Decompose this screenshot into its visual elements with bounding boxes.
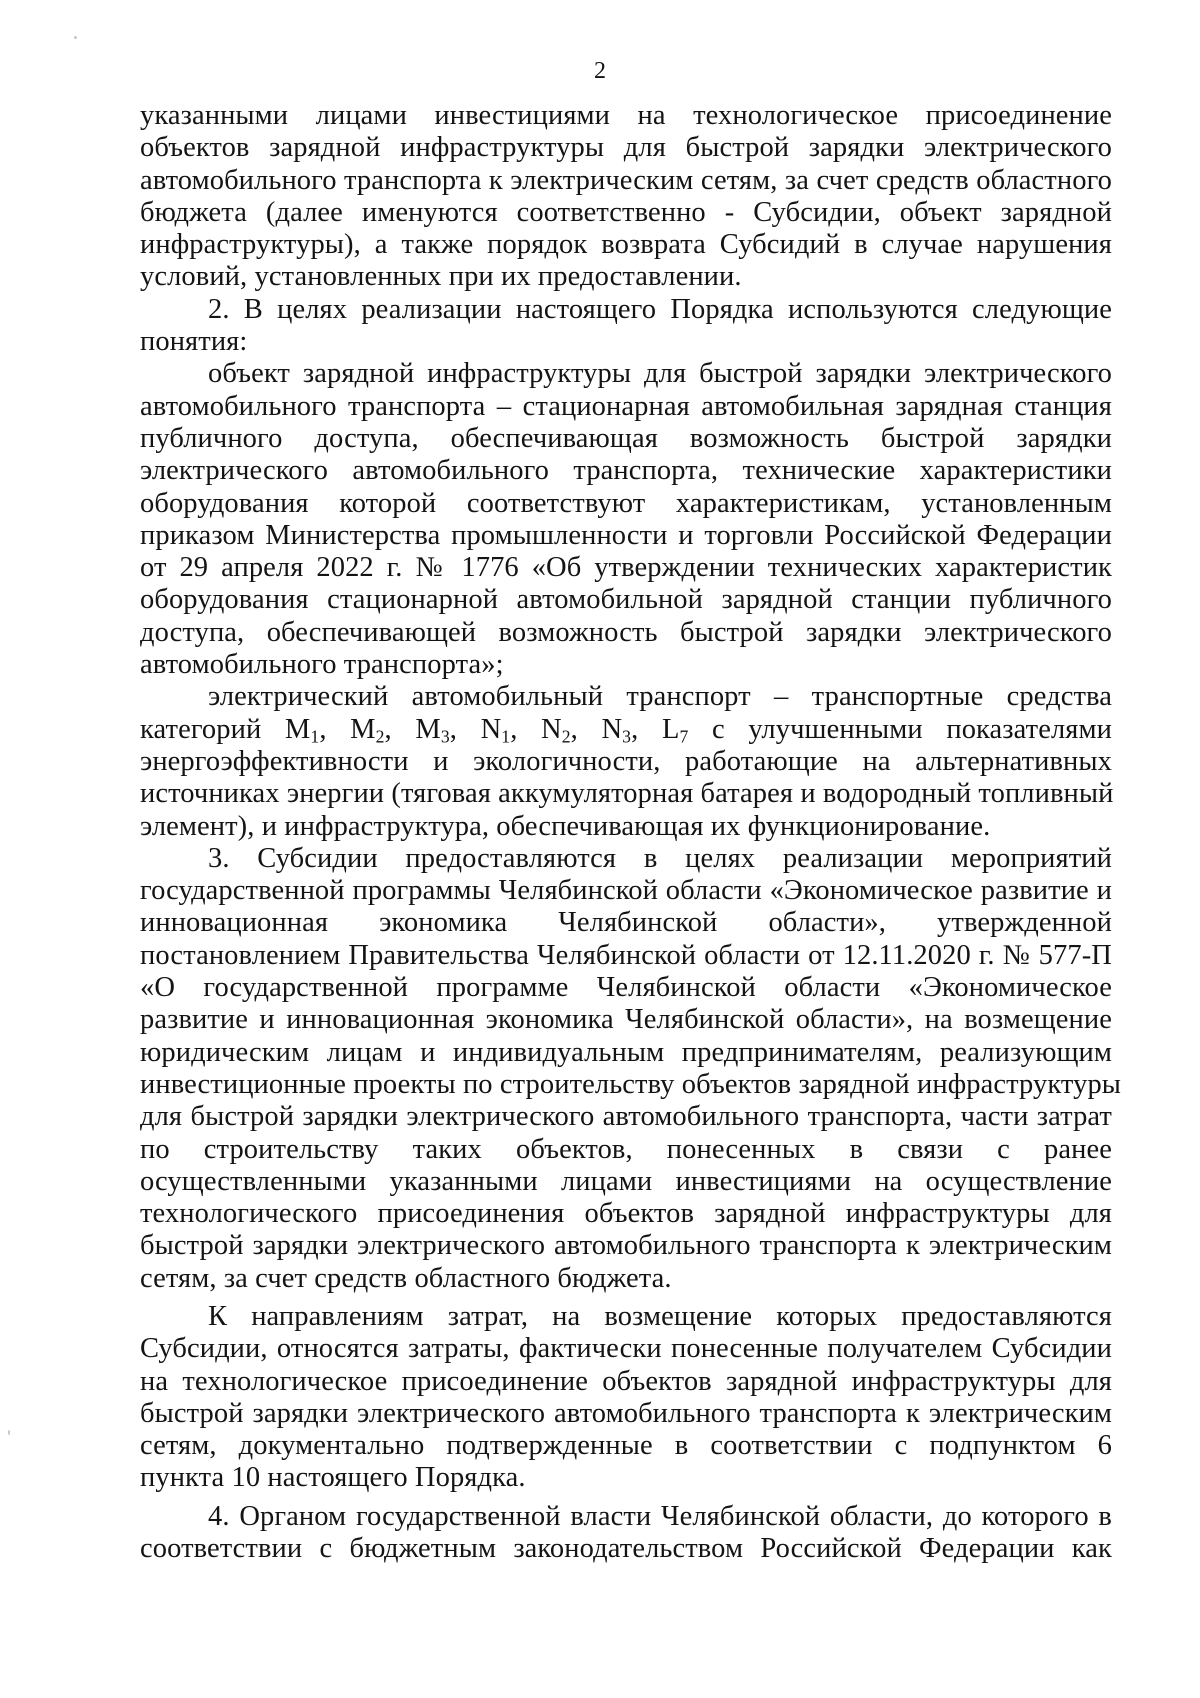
vehicle-category bbox=[350, 714, 392, 745]
text-line: постановлением Правительства Челябинской области от 12.11.2020 г. № 577-П bbox=[140, 939, 1112, 971]
paragraph-7 bbox=[140, 1501, 1112, 1566]
vehicle-category bbox=[415, 714, 457, 745]
text-line: оборудования которой соответствуют характеристикам, установленным bbox=[140, 487, 1112, 519]
text-line: электрического автомобильного транспорта, технические характеристики bbox=[140, 455, 1112, 487]
category-separator: , bbox=[570, 713, 578, 745]
category-separator: , bbox=[319, 713, 327, 745]
text-line: технологического присоединения объектов зарядной инфраструктуры для bbox=[140, 1198, 1112, 1230]
vehicle-category bbox=[601, 714, 638, 745]
text-line: объектов зарядной инфраструктуры для быстрой зарядки электрического bbox=[140, 132, 1112, 164]
paragraph-6 bbox=[140, 1301, 1112, 1495]
text-line: автомобильного транспорта»; bbox=[140, 649, 504, 681]
text-line: для быстрой зарядки электрического автомобильного транспорта, части затрат bbox=[140, 1101, 1112, 1133]
category-subscript: 1 bbox=[310, 726, 320, 747]
paragraph-1 bbox=[140, 100, 1112, 294]
paragraph-2 bbox=[140, 294, 1112, 359]
text-line: инновационная экономика Челябинской области», утвержденной bbox=[140, 907, 1112, 939]
category-subscript: 1 bbox=[501, 726, 511, 747]
scan-speck bbox=[8, 1430, 10, 1435]
text-line: оборудования стационарной автомобильной зарядной станции публичного bbox=[140, 584, 1112, 616]
category-subscript: 2 bbox=[561, 726, 571, 747]
text-line: на технологическое присоединение объектов зарядной инфраструктуры для bbox=[140, 1365, 1112, 1397]
text-line: электрический автомобильный транспорт – транспортные средства bbox=[208, 681, 1112, 713]
category-letter: N bbox=[601, 713, 623, 745]
text-line: источниках энергии (тяговая аккумуляторная батарея и водородный топливный bbox=[140, 778, 1114, 810]
category-separator: , bbox=[631, 713, 639, 745]
text-line: быстрой зарядки электрического автомобильного транспорта к электрическим bbox=[140, 1397, 1112, 1429]
paragraph-3 bbox=[140, 358, 1112, 681]
text-line: юридическим лицам и индивидуальным предпринимателям, реализующим bbox=[140, 1036, 1112, 1068]
vehicle-categories-line bbox=[140, 714, 1112, 746]
text-line: условий, установленных при их предоставлении. bbox=[140, 261, 742, 293]
text-line: развитие и инновационная экономика Челябинской области», на возмещение bbox=[140, 1004, 1112, 1036]
category-letter: L bbox=[661, 713, 680, 745]
text-line: публичного доступа, обеспечивающая возможность быстрой зарядки bbox=[140, 422, 1112, 454]
category-subscript: 7 bbox=[679, 726, 689, 747]
text-line: понятия: bbox=[140, 326, 248, 358]
text-line: инфраструктуры), а также порядок возврата Субсидий в случае нарушения bbox=[140, 229, 1112, 261]
category-letter: N bbox=[541, 713, 562, 745]
text-line: автомобильного транспорта к электрическим сетям, за счет средств областного bbox=[140, 164, 1112, 196]
text-line: быстрой зарядки электрического автомобильного транспорта к электрическим bbox=[140, 1230, 1112, 1262]
text-line: бюджета (далее именуются соответственно - Субсидии, объект зарядной bbox=[140, 196, 1112, 228]
categories-suffix: с улучшенными показателями bbox=[711, 713, 1112, 745]
vehicle-category bbox=[662, 714, 688, 745]
categories-prefix: категорий bbox=[140, 713, 262, 745]
category-subscript: 3 bbox=[622, 726, 632, 747]
category-subscript: 3 bbox=[440, 726, 450, 747]
paragraph-5 bbox=[140, 842, 1122, 1295]
text-line: соответствии с бюджетным законодательством Российской Федерации как bbox=[140, 1533, 1112, 1565]
text-line: объект зарядной инфраструктуры для быстрой зарядки электрического bbox=[208, 358, 1112, 390]
text-line: государственной программы Челябинской области «Экономическое развитие и bbox=[140, 875, 1112, 907]
text-line: сетям, за счет средств областного бюджета. bbox=[140, 1262, 672, 1294]
text-line: доступа, обеспечивающей возможность быстрой зарядки электрического bbox=[140, 616, 1112, 648]
category-separator: , bbox=[384, 713, 392, 745]
category-letter: M bbox=[284, 713, 311, 745]
text-line: 3. Субсидии предоставляются в целях реализации мероприятий bbox=[208, 842, 1112, 874]
category-subscript: 2 bbox=[375, 726, 385, 747]
text-line: от 29 апреля 2022 г. № 1776 «Об утверждении технических характеристик bbox=[140, 552, 1112, 584]
page-number: 2 bbox=[594, 58, 606, 84]
vehicle-category bbox=[541, 714, 578, 745]
category-letter: M bbox=[415, 713, 441, 745]
text-line: энергоэффективности и экологичности, работающие на альтернативных bbox=[140, 745, 1112, 777]
vehicle-category bbox=[481, 714, 518, 745]
text-line: указанными лицами инвестициями на технологическое присоединение bbox=[140, 100, 1112, 131]
vehicle-category bbox=[285, 714, 327, 745]
category-letter: M bbox=[350, 713, 376, 745]
text-line: сетям, документально подтвержденные в соответствии с подпунктом 6 bbox=[140, 1430, 1112, 1462]
text-line: осуществленными указанными лицами инвестициями на осуществление bbox=[140, 1165, 1112, 1197]
text-line: приказом Министерства промышленности и торговли Российской Федерации bbox=[140, 519, 1112, 551]
category-letter: N bbox=[480, 713, 502, 745]
text-line: инвестиционные проекты по строительству объектов зарядной инфраструктуры bbox=[140, 1068, 1122, 1100]
scan-speck bbox=[74, 36, 77, 39]
text-line: «О государственной программе Челябинской области «Экономическое bbox=[140, 972, 1112, 1004]
text-line: 4. Органом государственной власти Челябинской области, до которого в bbox=[208, 1500, 1112, 1532]
text-line: Субсидии, относятся затраты, фактически понесенные получателем Субсидии bbox=[140, 1333, 1112, 1365]
text-line: элемент), и инфраструктура, обеспечивающая их функционирование. bbox=[140, 810, 991, 842]
text-line: 2. В целях реализации настоящего Порядка используются следующие bbox=[208, 293, 1112, 325]
text-line: К направлениям затрат, на возмещение которых предоставляются bbox=[208, 1300, 1112, 1332]
text-line: по строительству таких объектов, понесенных в связи с ранее bbox=[140, 1133, 1112, 1165]
document-body bbox=[140, 100, 1122, 1565]
text-line: пункта 10 настоящего Порядка. bbox=[140, 1462, 526, 1494]
category-separator: , bbox=[510, 713, 518, 745]
category-separator: , bbox=[449, 713, 457, 745]
text-line: автомобильного транспорта – стационарная автомобильная зарядная станция bbox=[140, 390, 1112, 422]
paragraph-4 bbox=[140, 681, 1112, 842]
vehicle-category-list bbox=[285, 714, 712, 745]
